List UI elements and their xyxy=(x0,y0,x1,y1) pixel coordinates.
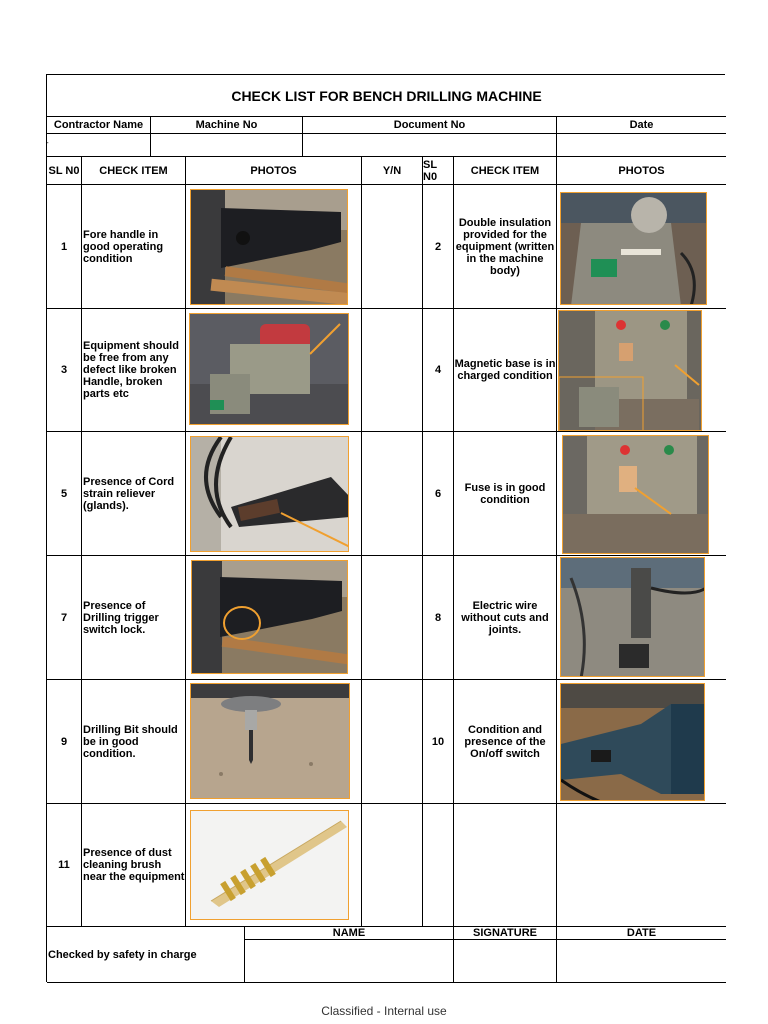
drill-handle-photo xyxy=(190,189,348,305)
name-header: NAME xyxy=(245,927,454,940)
photo-cell xyxy=(186,432,362,556)
contractor-name-value[interactable] xyxy=(47,134,151,157)
sl-no: 4 xyxy=(423,309,454,432)
check-item: Double insulation provided for the equipment (written in the machine body) xyxy=(454,185,557,309)
document-no-header: Document No xyxy=(303,117,557,134)
date-signoff-header: DATE xyxy=(557,927,726,940)
checklist-table xyxy=(46,74,725,982)
magnetic-base-photo xyxy=(558,310,702,431)
empty-sl-cell xyxy=(423,804,454,927)
check-item: Drilling Bit should be in good condition. xyxy=(82,680,186,804)
sl-no: 8 xyxy=(423,556,454,680)
check-item: Condition and presence of the On/off switch xyxy=(454,680,557,804)
contractor-name-header: Contractor Name xyxy=(47,117,151,134)
sl-no: 1 xyxy=(47,185,82,309)
drill-bit-photo xyxy=(190,683,350,799)
classification-footer: Classified - Internal use xyxy=(321,1004,447,1018)
col-header-photos-right: PHOTOS xyxy=(557,157,726,185)
on-off-switch-photo xyxy=(560,683,705,801)
yn-cell[interactable] xyxy=(362,804,423,927)
photo-cell xyxy=(186,556,362,680)
sl-no: 7 xyxy=(47,556,82,680)
col-header-item-right: CHECK ITEM xyxy=(454,157,557,185)
electric-wire-photo xyxy=(560,557,705,677)
cleaning-brush-photo xyxy=(190,810,349,920)
sl-no: 6 xyxy=(423,432,454,556)
yn-cell[interactable] xyxy=(362,432,423,556)
photo-cell xyxy=(186,804,362,927)
empty-photo-cell xyxy=(557,804,726,927)
photo-cell xyxy=(557,309,726,432)
photo-cell xyxy=(557,556,726,680)
sl-no: 5 xyxy=(47,432,82,556)
sl-no: 2 xyxy=(423,185,454,309)
signature-field[interactable] xyxy=(454,940,557,983)
photo-cell xyxy=(557,432,726,556)
trigger-lock-photo xyxy=(191,560,348,674)
yn-cell[interactable] xyxy=(362,309,423,432)
photo-cell xyxy=(186,309,362,432)
yn-cell[interactable] xyxy=(362,556,423,680)
drill-assembly-photo xyxy=(189,313,349,425)
check-item: Fore handle in good operating condition xyxy=(82,185,186,309)
check-item: Presence of Cord strain reliever (glands). xyxy=(82,432,186,556)
col-header-sl-left: SL N0 xyxy=(47,157,82,185)
sl-no: 3 xyxy=(47,309,82,432)
fuse-panel-photo xyxy=(562,435,709,554)
sl-no: 11 xyxy=(47,804,82,927)
check-item: Electric wire without cuts and joints. xyxy=(454,556,557,680)
sl-no: 10 xyxy=(423,680,454,804)
empty-item-cell xyxy=(454,804,557,927)
check-item: Presence of dust cleaning brush near the equipment xyxy=(82,804,186,927)
checked-by-label: Checked by safety in charge xyxy=(47,927,245,983)
machine-no-header: Machine No xyxy=(151,117,303,134)
check-item: Equipment should be free from any defect like broken Handle, broken parts etc xyxy=(82,309,186,432)
photo-cell xyxy=(557,185,726,309)
cord-strain-relief-photo xyxy=(190,436,349,552)
stray-mark: - xyxy=(46,138,49,147)
machine-body-label-photo xyxy=(560,192,707,305)
signature-header: SIGNATURE xyxy=(454,927,557,940)
name-field[interactable] xyxy=(245,940,454,983)
photo-cell xyxy=(557,680,726,804)
col-header-sl-right: SL N0 xyxy=(423,157,454,185)
photo-cell xyxy=(186,680,362,804)
date-header: Date xyxy=(557,117,726,134)
machine-no-value[interactable] xyxy=(151,134,303,157)
check-item: Fuse is in good condition xyxy=(454,432,557,556)
yn-cell[interactable] xyxy=(362,680,423,804)
col-header-photos-left: PHOTOS xyxy=(186,157,362,185)
check-item: Presence of Drilling trigger switch lock. xyxy=(82,556,186,680)
check-item: Magnetic base is in charged condition xyxy=(454,309,557,432)
photo-cell xyxy=(186,185,362,309)
col-header-item-left: CHECK ITEM xyxy=(82,157,186,185)
col-header-yn: Y/N xyxy=(362,157,423,185)
page-title: CHECK LIST FOR BENCH DRILLING MACHINE xyxy=(47,75,726,117)
date-field[interactable] xyxy=(557,940,726,983)
date-value[interactable] xyxy=(557,134,726,157)
yn-cell[interactable] xyxy=(362,185,423,309)
document-no-value[interactable] xyxy=(303,134,557,157)
sl-no: 9 xyxy=(47,680,82,804)
